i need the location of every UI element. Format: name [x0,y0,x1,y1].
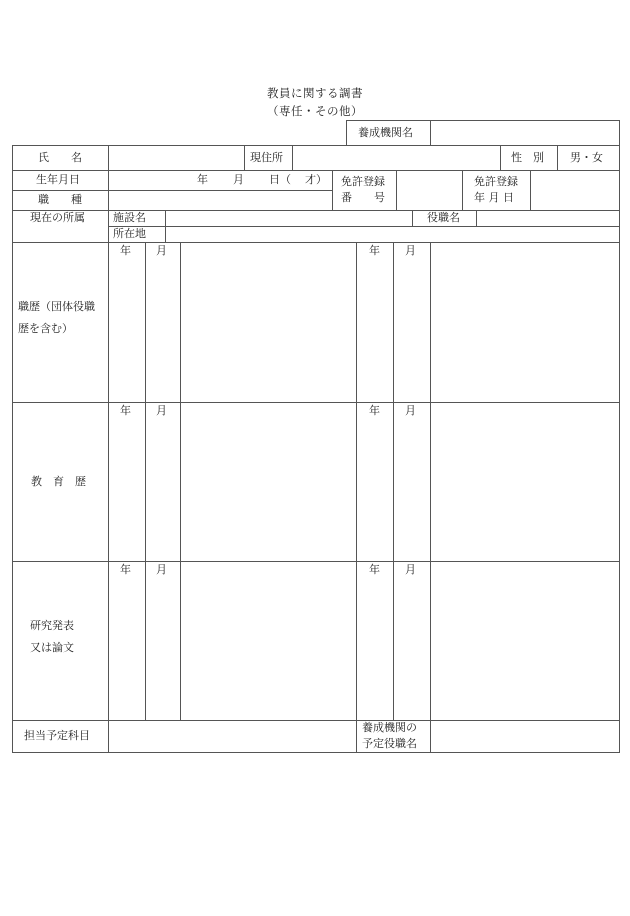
research-entry-left[interactable] [181,562,356,720]
planned-position-field[interactable] [431,721,619,752]
position-title-field[interactable] [477,211,619,226]
birth-month-unit: 月 [233,173,244,186]
work-history-label-line1: 職歴（団体役職 [18,300,95,313]
license-number-field[interactable] [397,171,462,210]
document-subtitle: （専任・その他） [267,104,363,118]
sex-options[interactable]: 男・女 [570,151,603,164]
planned-subject-field[interactable] [109,721,356,752]
name-field[interactable] [109,146,244,170]
address-field[interactable] [293,146,500,170]
facility-name-label: 施設名 [113,211,146,224]
education-history-label: 教 育 歴 [31,475,86,488]
month-header: 月 [156,404,167,417]
month-header: 月 [156,563,167,576]
education-entry-left[interactable] [181,403,356,561]
sex-label: 性 別 [511,151,544,164]
institution-name-label: 養成機関名 [358,126,413,139]
year-header: 年 [120,404,131,417]
location-label: 所在地 [113,227,146,240]
planned-subject-label: 担当予定科目 [24,729,90,742]
year-header: 年 [120,244,131,257]
name-label: 氏 名 [38,151,82,164]
year-header: 年 [120,563,131,576]
license-number-label-line2: 番 号 [341,191,385,204]
year-header: 年 [369,244,380,257]
year-header: 年 [369,404,380,417]
month-header: 月 [156,244,167,257]
location-field[interactable] [166,227,619,242]
job-type-field[interactable] [109,191,332,210]
position-title-label: 役職名 [427,211,460,224]
month-header: 月 [405,404,416,417]
planned-position-label-line2: 予定役職名 [362,737,417,750]
birthdate-label: 生年月日 [36,173,80,186]
current-affiliation-label: 現在の所属 [30,211,85,224]
job-type-label: 職 種 [38,193,82,206]
birthdate-field[interactable] [109,171,332,190]
address-label: 現住所 [250,151,283,164]
research-entry-right[interactable] [431,562,619,720]
work-history-entry-right[interactable] [431,243,619,402]
institution-name-field[interactable] [431,121,619,145]
license-date-label-line2: 年 月 日 [474,191,514,204]
license-date-field[interactable] [531,171,619,210]
birth-day-unit: 日（ [269,173,291,186]
document-title: 教員に関する調書 [267,86,363,100]
research-label-line1: 研究発表 [30,619,74,632]
year-header: 年 [369,563,380,576]
facility-name-field[interactable] [166,211,412,226]
education-entry-right[interactable] [431,403,619,561]
license-date-label-line1: 免許登録 [474,175,518,188]
age-unit: 才） [305,173,327,186]
planned-position-label-line1: 養成機関の [362,721,417,734]
work-history-entry-left[interactable] [181,243,356,402]
license-number-label-line1: 免許登録 [341,175,385,188]
work-history-label-line2: 歴を含む） [18,322,73,335]
month-header: 月 [405,563,416,576]
month-header: 月 [405,244,416,257]
research-label-line2: 又は論文 [30,641,74,654]
birth-year-unit: 年 [197,173,208,186]
